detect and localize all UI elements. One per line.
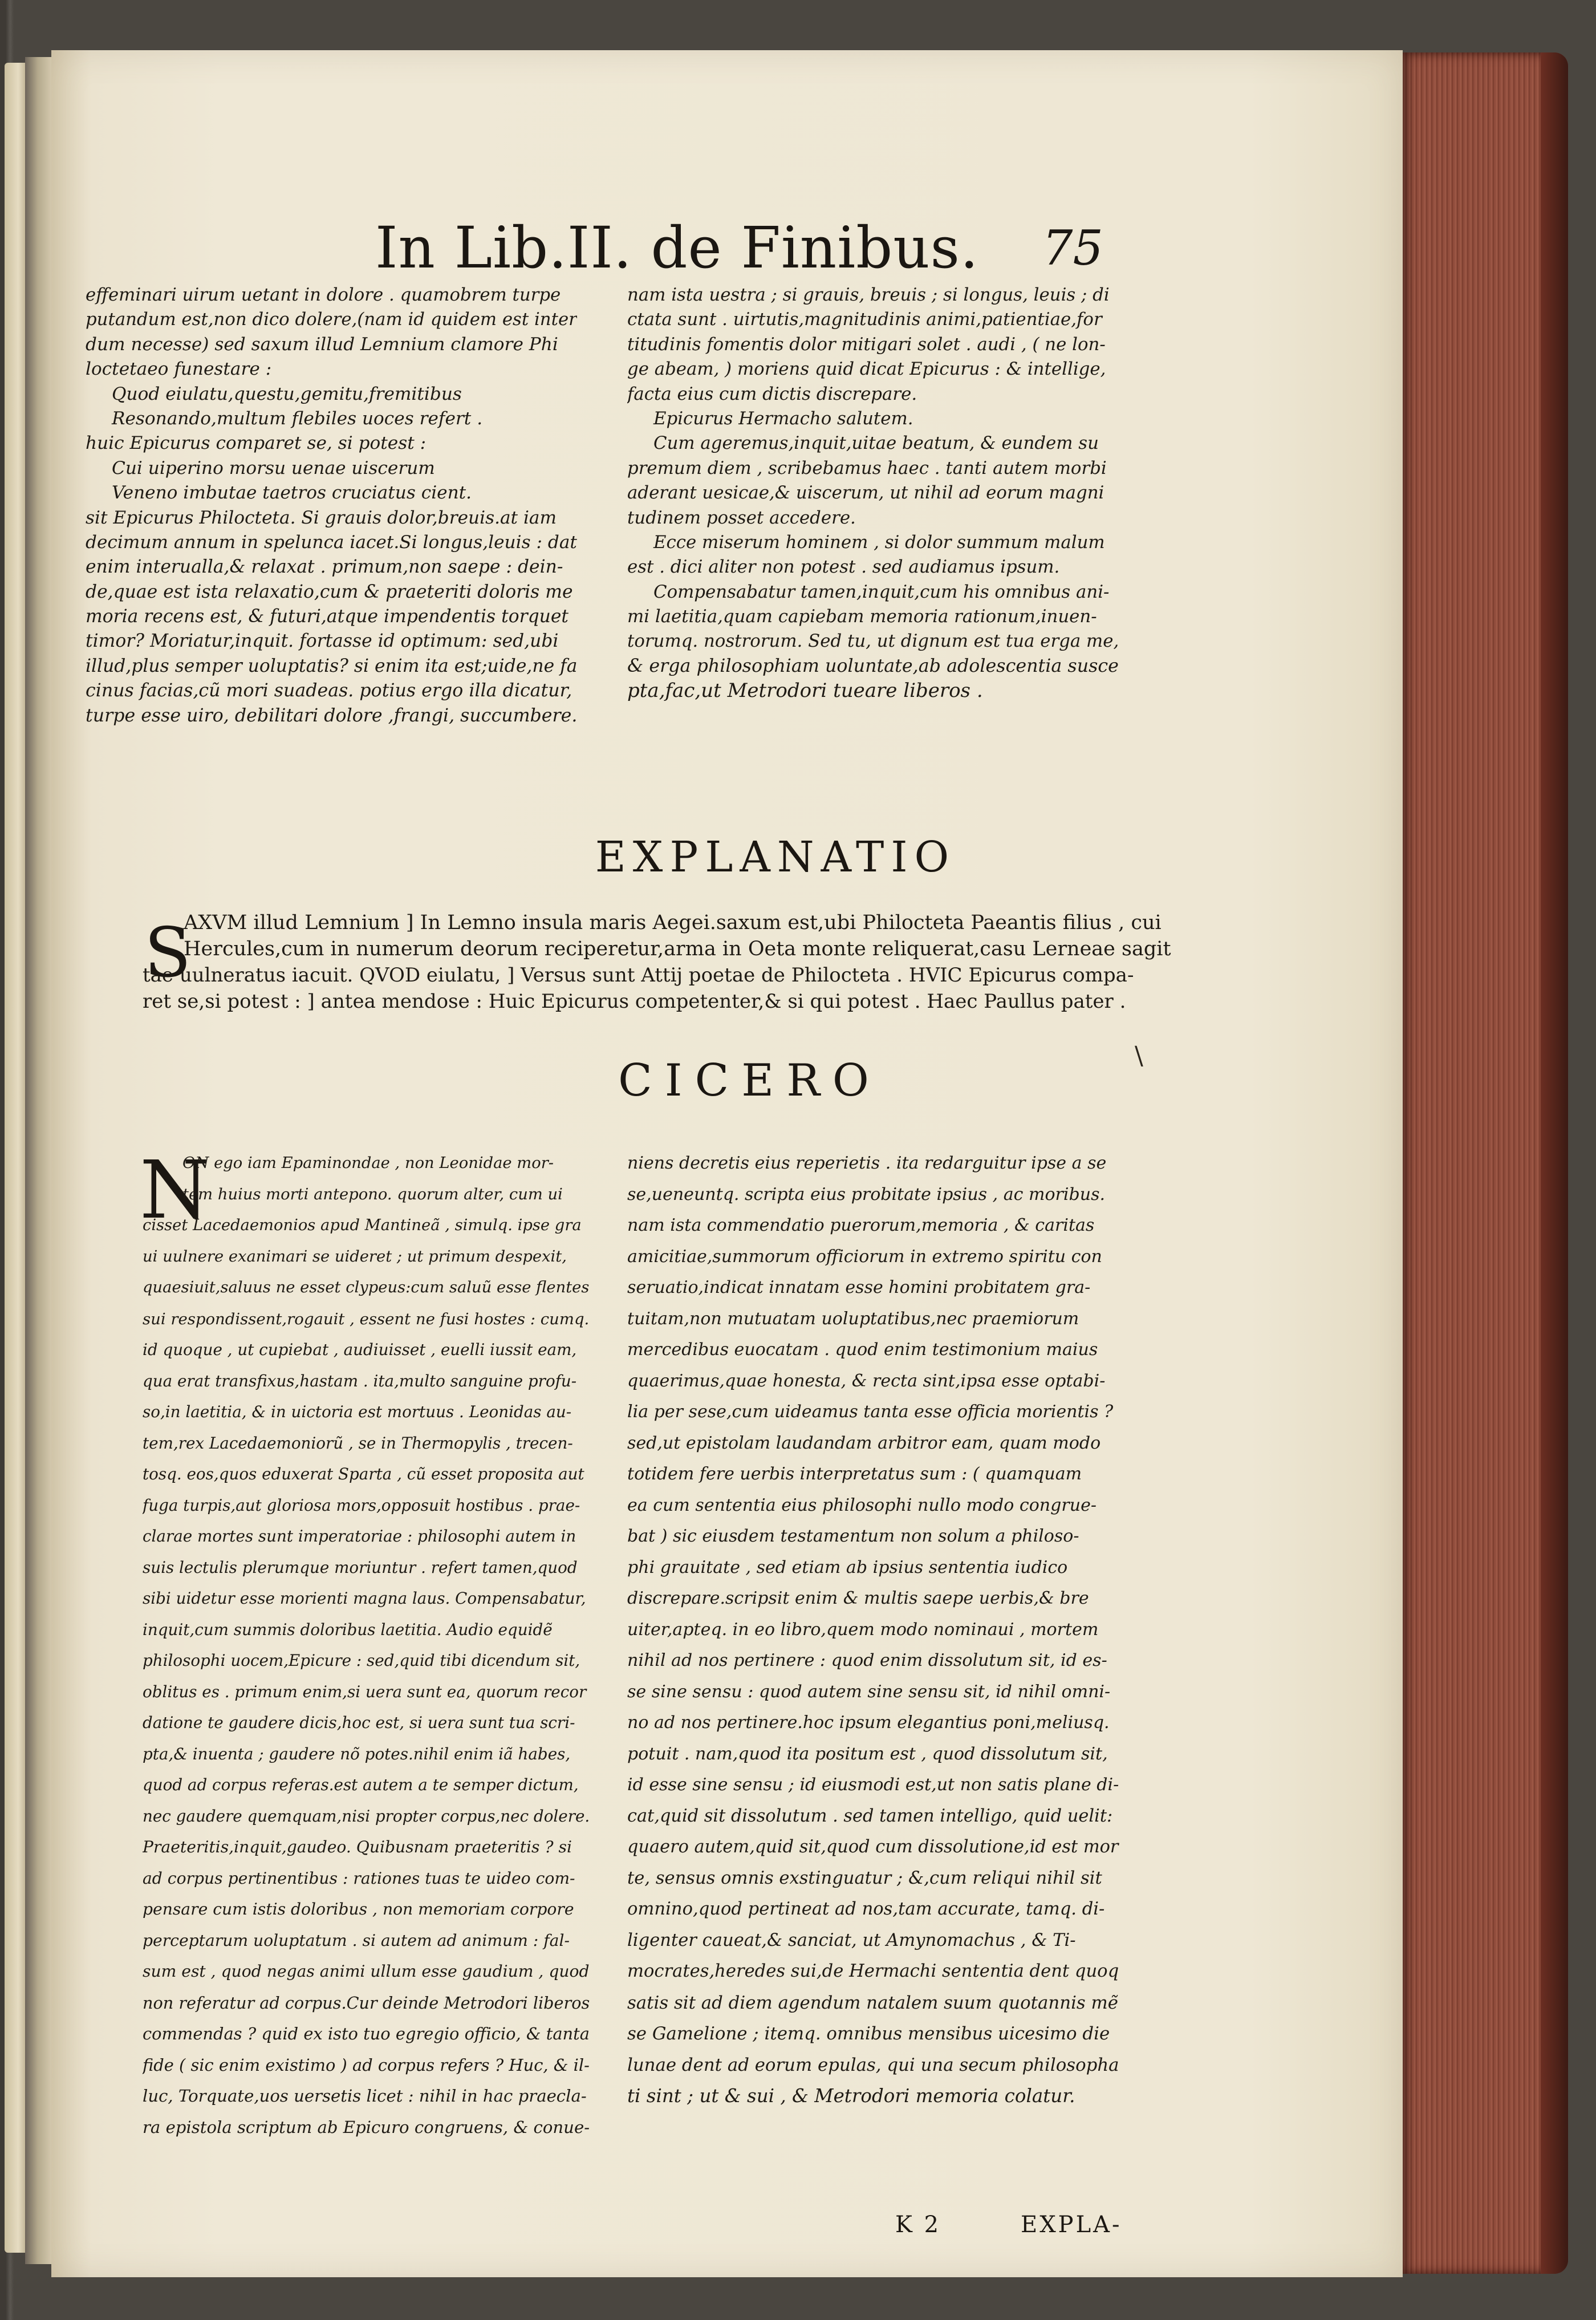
cicero-line: amicitiae,summorum officiorum in extremo spiritu con xyxy=(627,1246,1102,1267)
running-head-title: In Lib.II. de Finibus. xyxy=(375,214,979,281)
cicero-line: ad corpus pertinentibus : rationes tuas te uideo com- xyxy=(143,1868,575,1888)
cicero-line: ui uulnere exanimari se uideret ; ut primum despexit, xyxy=(143,1247,567,1266)
commentary-line: sit Epicurus Philocteta. Si grauis dolor,breuis.at iam xyxy=(86,507,557,528)
cicero-line: suis lectulis plerumque moriuntur . refert tamen,quod xyxy=(143,1558,578,1577)
commentary-line: titudinis fomentis dolor mitigari solet . audi , ( ne lon- xyxy=(627,334,1106,355)
commentary-right-column xyxy=(627,283,1119,704)
cicero-line: sum est , quod negas animi ullum esse gaudium , quod xyxy=(143,1962,590,1981)
signature-mark: K 2 xyxy=(895,2212,941,2238)
cicero-line: tem huius morti antepono. quorum alter, cum ui xyxy=(182,1185,563,1203)
commentary-line: torumq. nostrorum. Sed tu, ut dignum est tua erga me, xyxy=(627,631,1119,652)
cicero-line: niens decretis eius reperietis . ita redarguitur ipse a se xyxy=(627,1153,1107,1173)
cicero-line: tuitam,non mutuatam uoluptatibus,nec praemiorum xyxy=(627,1308,1079,1329)
commentary-line: effeminari uirum uetant in dolore . quamobrem turpe xyxy=(86,285,561,305)
commentary-line: tudinem posset accedere. xyxy=(627,507,856,528)
commentary-line: timor? Moriatur,inquit. fortasse id optimum: sed,ubi xyxy=(86,631,559,652)
fore-edge-of-book xyxy=(1403,52,1568,2274)
commentary-line: moria recens est, & futuri,atque impendentis torquet xyxy=(86,606,569,627)
cicero-line: non referatur ad corpus.Cur deinde Metrodori liberos xyxy=(143,1993,590,2013)
cicero-line: id esse sine sensu ; id eiusmodi est,ut non satis plane di- xyxy=(627,1775,1119,1795)
commentary-line: premum diem , scribebamus haec . tanti autem morbi xyxy=(627,457,1107,478)
commentary-line: enim interualla,& relaxat . primum,non saepe : dein- xyxy=(86,557,563,578)
commentary-line: loctetaeo funestare : xyxy=(86,359,272,380)
cicero-line: Praeteritis,inquit,gaudeo. Quibusnam praeteritis ? si xyxy=(143,1838,572,1856)
explanatio-drop-cap: S xyxy=(144,914,192,993)
cicero-line: se Gamelione ; itemq. omnibus mensibus uicesimo die xyxy=(627,2023,1110,2044)
cicero-line: clarae mortes sunt imperatoriae : philosophi autem in xyxy=(143,1527,576,1546)
commentary-line: decimum annum in spelunca iacet.Si longus,leuis : dat xyxy=(86,532,577,553)
commentary-line: putandum est,non dico dolere,(nam id quidem est inter xyxy=(86,309,577,330)
cicero-line: quaesiuit,saluus ne esset clypeus:cum saluũ esse flentes xyxy=(143,1279,590,1296)
cicero-line: quaero autem,quid sit,quod cum dissolutione,id est mor xyxy=(627,1837,1119,1857)
commentary-line: de,quae est ista relaxatio,cum & praeteriti doloris me xyxy=(86,581,573,602)
cicero-heading: CICERO xyxy=(618,1055,882,1106)
page-number: 75 xyxy=(1042,220,1103,276)
commentary-line: ge abeam, ) moriens quid dicat Epicurus : & intellige, xyxy=(627,359,1106,380)
cicero-line: no ad nos pertinere.hoc ipsum elegantius poni,meliusq. xyxy=(627,1713,1110,1733)
cicero-line: quaerimus,quae honesta, & recta sint,ipsa esse optabi- xyxy=(627,1370,1106,1391)
cicero-line: luc, Torquate,uos uersetis licet : nihil in hac praecla- xyxy=(143,2086,587,2106)
commentary-line: Cum ageremus,inquit,uitae beatum, & eundem su xyxy=(653,433,1099,454)
cicero-right-column xyxy=(627,1148,1119,2112)
cicero-line: perceptarum uoluptatum . si autem ad animum : fal- xyxy=(143,1930,570,1950)
cicero-line: pta,& inuenta ; gaudere nõ potes.nihil enim iã habes, xyxy=(143,1744,571,1763)
cicero-line: commendas ? quid ex isto tuo egregio officio, & tanta xyxy=(143,2024,590,2043)
cicero-line: fuga turpis,aut gloriosa mors,opposuit hostibus . prae- xyxy=(143,1495,580,1515)
cicero-line: bat ) sic eiusdem testamentum non solum a philoso- xyxy=(627,1526,1079,1546)
cicero-line: ligenter caueat,& sanciat, ut Amynomachus , & Ti- xyxy=(627,1930,1076,1950)
cicero-line: mercedibus euocatam . quod enim testimonium maius xyxy=(627,1340,1098,1360)
commentary-line: dum necesse) sed saxum illud Lemnium clamore Phi xyxy=(86,334,558,355)
commentary-line: & erga philosophiam uoluntate,ab adolescentia susce xyxy=(627,655,1119,676)
commentary-line: Compensabatur tamen,inquit,cum his omnibus ani- xyxy=(653,581,1110,602)
cicero-line: te, sensus omnis exstinguatur ; &,cum reliqui nihil sit xyxy=(627,1868,1102,1888)
cicero-line: uiter,apteq. in eo libro,quem modo nominaui , mortem xyxy=(627,1619,1099,1640)
explanatio-block xyxy=(51,911,1403,1043)
commentary-left-column xyxy=(86,283,577,728)
commentary-line: Ecce miserum hominem , si dolor summum malum xyxy=(653,532,1105,553)
cicero-line: totidem fere uerbis interpretatus sum : ( quamquam xyxy=(627,1464,1082,1484)
cicero-line: sed,ut epistolam laudandam arbitror eam, quam modo xyxy=(627,1433,1101,1453)
cicero-line: ti sint ; ut & sui , & Metrodori memoria colatur. xyxy=(627,2085,1075,2107)
commentary-line: ctata sunt . uirtutis,magnitudinis animi,patientiae,for xyxy=(627,309,1102,330)
cicero-line: potuit . nam,quod ita positum est , quod dissolutum sit, xyxy=(627,1743,1108,1764)
cicero-line: lunae dent ad eorum epulas, qui una secum philosopha xyxy=(627,2054,1119,2075)
cicero-line: so,in laetitia, & in uictoria est mortuus . Leonidas au- xyxy=(143,1402,572,1421)
ink-mark: \ xyxy=(1135,1041,1143,1070)
commentary-line: aderant uesicae,& uiscerum, ut nihil ad eorum magni xyxy=(627,482,1104,504)
cicero-line: fide ( sic enim existimo ) ad corpus refers ? Huc, & il- xyxy=(143,2055,590,2075)
commentary-line: Cui uiperino morsu uenae uiscerum xyxy=(112,457,435,478)
left-page-edge xyxy=(5,63,27,2253)
cicero-line: nam ista commendatio puerorum,memoria , & caritas xyxy=(627,1215,1095,1235)
cicero-line: ea cum sententia eius philosophi nullo modo congrue- xyxy=(627,1495,1097,1515)
cicero-line: ON ego iam Epaminondae , non Leonidae mor- xyxy=(182,1154,554,1172)
cicero-line: nec gaudere quemquam,nisi propter corpus,nec dolere. xyxy=(143,1806,590,1826)
cicero-line: tosq. eos,quos eduxerat Sparta , cũ esset proposita aut xyxy=(143,1465,584,1483)
cicero-line: mocrates,heredes sui,de Hermachi sententia dent quoq xyxy=(627,1961,1119,1981)
commentary-line: Quod eiulatu,questu,gemitu,fremitibus xyxy=(112,383,462,404)
cicero-line: qua erat transfixus,hastam . ita,multo sanguine profu- xyxy=(143,1371,577,1390)
cicero-line: philosophi uocem,Epicure : sed,quid tibi dicendum sit, xyxy=(143,1651,580,1670)
commentary-line: pta,fac,ut Metrodori tueare liberos . xyxy=(627,679,983,703)
cicero-line: phi grauitate , sed etiam ab ipsius sententia iudico xyxy=(627,1557,1068,1577)
cicero-line: tem,rex Lacedaemoniorũ , se in Thermopylis , trecen- xyxy=(143,1433,573,1453)
cicero-line: quod ad corpus referas.est autem a te semper dictum, xyxy=(143,1775,579,1794)
commentary-line: Veneno imbutae taetros cruciatus cient. xyxy=(112,482,472,504)
cicero-line: id quoque , ut cupiebat , audiuisset , euelli iussit eam, xyxy=(143,1340,577,1359)
cicero-line: omnino,quod pertineat ad nos,tam accurate, tamq. di- xyxy=(627,1899,1105,1919)
cicero-line: sui respondissent,rogauit , essent ne fusi hostes : cumq. xyxy=(143,1309,590,1328)
cicero-line: discrepare.scripsit enim & multis saepe uerbis,& bre xyxy=(627,1588,1089,1608)
catchword: EXPLA- xyxy=(1021,2212,1122,2238)
explanatio-line: tae uulneratus iacuit. QVOD eiulatu, ] Versus sunt Attij poetae de Philocteta . HVIC Epicurus compa- xyxy=(143,964,1134,987)
cicero-line: pensare cum istis doloribus , non memoriam corpore xyxy=(143,1900,574,1919)
cicero-line: datione te gaudere dicis,hoc est, si uera sunt tua scri- xyxy=(143,1713,575,1732)
cicero-line: lia per sese,cum uideamus tanta esse officia morientis ? xyxy=(627,1402,1114,1422)
commentary-line: nam ista uestra ; si grauis, breuis ; si longus, leuis ; di xyxy=(627,285,1110,305)
cicero-line: cat,quid sit dissolutum . sed tamen intelligo, quid uelit: xyxy=(627,1806,1113,1826)
commentary-line: facta eius cum dictis discrepare. xyxy=(627,383,917,404)
commentary-line: turpe esse uiro, debilitari dolore ,frangi, succumbere. xyxy=(86,705,578,726)
cicero-line: ra epistola scriptum ab Epicuro congruens, & conue- xyxy=(143,2117,590,2137)
commentary-line: est . dici aliter non potest . sed audiamus ipsum. xyxy=(627,557,1060,578)
cicero-line: se sine sensu : quod autem sine sensu sit, id nihil omni- xyxy=(627,1681,1111,1702)
explanatio-line: Hercules,cum in numerum deorum reciperetur,arma in Oeta monte reliquerat,casu Lerneae sagit xyxy=(184,938,1171,960)
cicero-line: cisset Lacedaemonios apud Mantineã , simulq. ipse gra xyxy=(143,1216,582,1234)
cicero-drop-cap: N xyxy=(140,1144,210,1237)
explanatio-line: ret se,si potest : ] antea mendose : Huic Epicurus competenter,& si qui potest . Haec Paullus pater . xyxy=(143,990,1126,1013)
printed-page xyxy=(51,50,1403,2277)
cicero-line: se,ueneuntq. scripta eius probitate ipsius , ac moribus. xyxy=(627,1184,1106,1204)
commentary-line: illud,plus semper uoluptatis? si enim ita est;uide,ne fa xyxy=(86,655,578,676)
explanatio-heading: EXPLANATIO xyxy=(595,833,956,882)
commentary-line: Resonando,multum flebiles uoces refert . xyxy=(112,408,483,429)
commentary-line: cinus facias,cũ mori suadeas. potius ergo illa dicatur, xyxy=(86,680,572,701)
commentary-line: Epicurus Hermacho salutem. xyxy=(653,408,913,429)
running-head xyxy=(51,203,1403,281)
commentary-line: huic Epicurus comparet se, si potest : xyxy=(86,433,427,454)
cicero-line: nihil ad nos pertinere : quod enim dissolutum sit, id es- xyxy=(627,1650,1107,1670)
commentary-line: mi laetitia,quam capiebam memoria rationum,inuen- xyxy=(627,606,1097,627)
explanatio-line: AXVM illud Lemnium ] In Lemno insula maris Aegei.saxum est,ubi Philocteta Paeantis filius , cui xyxy=(184,911,1162,934)
cicero-line: seruatio,indicat innatam esse homini probitatem gra- xyxy=(627,1277,1091,1297)
cicero-left-column xyxy=(143,1148,590,2143)
cicero-line: oblitus es . primum enim,si uera sunt ea, quorum recor xyxy=(143,1682,587,1701)
cicero-line: inquit,cum summis doloribus laetitia. Audio equidẽ xyxy=(143,1620,553,1639)
book-gutter xyxy=(25,57,54,2264)
cicero-line: sibi uidetur esse morienti magna laus. Compensabatur, xyxy=(143,1589,586,1608)
cicero-line: satis sit ad diem agendum natalem suum quotannis mẽ xyxy=(627,1992,1118,2013)
